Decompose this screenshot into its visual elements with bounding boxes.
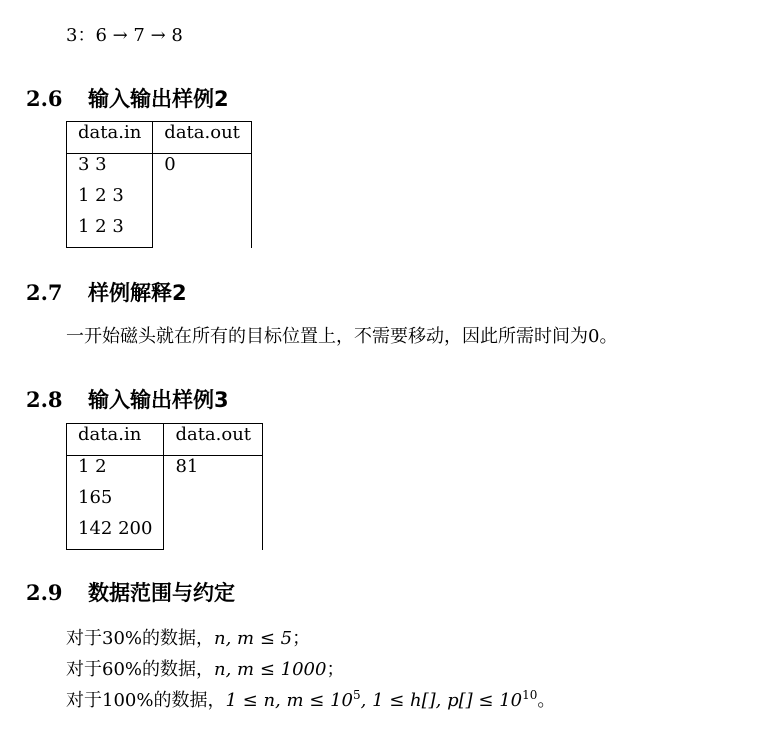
constraint-math: n, m ≤ 5 — [214, 628, 293, 649]
constraint-prefix: 对于30%的数据， — [66, 628, 215, 649]
input-line: 1 2 3 — [67, 216, 153, 248]
sample-table-3 — [66, 423, 263, 550]
constraint-100 — [66, 686, 555, 712]
output-value: 0 — [153, 154, 252, 248]
section-heading-2-9 — [26, 577, 235, 607]
constraint-30 — [66, 624, 310, 650]
path-line: 3：6 → 7 → 8 — [66, 25, 183, 46]
header-data-out: data.out — [153, 122, 252, 154]
constraint-prefix: 对于60%的数据， — [66, 659, 215, 680]
explanation-text: 一开始磁头就在所有的目标位置上，不需要移动，因此所需时间为0。 — [66, 326, 618, 347]
section-number: 2.6 — [26, 86, 63, 111]
section-heading-2-6 — [26, 83, 229, 113]
section-title: 数据范围与约定 — [88, 581, 235, 605]
input-line: 165 — [67, 487, 164, 518]
input-line: 1 2 3 — [67, 185, 153, 216]
constraint-math: , 1 ≤ h[], p[] ≤ 10 — [360, 690, 523, 711]
section-number: 2.9 — [26, 580, 63, 605]
section-heading-2-7 — [26, 277, 187, 307]
sample-table-2 — [66, 121, 252, 248]
header-data-in: data.in — [67, 122, 153, 154]
constraint-math: n, m ≤ 1000 — [214, 659, 327, 680]
constraint-math: 1 ≤ n, m ≤ 10 — [225, 690, 353, 711]
exponent: 10 — [522, 688, 538, 702]
constraint-prefix: 对于100%的数据， — [66, 690, 226, 711]
input-line: 3 3 — [67, 154, 153, 186]
section-number: 2.7 — [26, 280, 63, 305]
exponent: 5 — [352, 688, 361, 702]
section-number: 2.8 — [26, 387, 63, 412]
section-title: 样例解释2 — [88, 281, 187, 305]
constraint-end: ； — [326, 659, 345, 680]
constraint-60 — [66, 655, 344, 681]
output-value: 81 — [164, 456, 263, 550]
section-heading-2-8 — [26, 384, 229, 414]
input-line: 1 2 — [67, 456, 164, 488]
section-title: 输入输出样例3 — [88, 388, 229, 412]
constraint-end: 。 — [537, 690, 556, 711]
section-title: 输入输出样例2 — [88, 87, 229, 111]
constraint-end: ； — [292, 628, 311, 649]
header-data-in: data.in — [67, 424, 164, 456]
input-line: 142 200 — [67, 518, 164, 550]
header-data-out: data.out — [164, 424, 263, 456]
